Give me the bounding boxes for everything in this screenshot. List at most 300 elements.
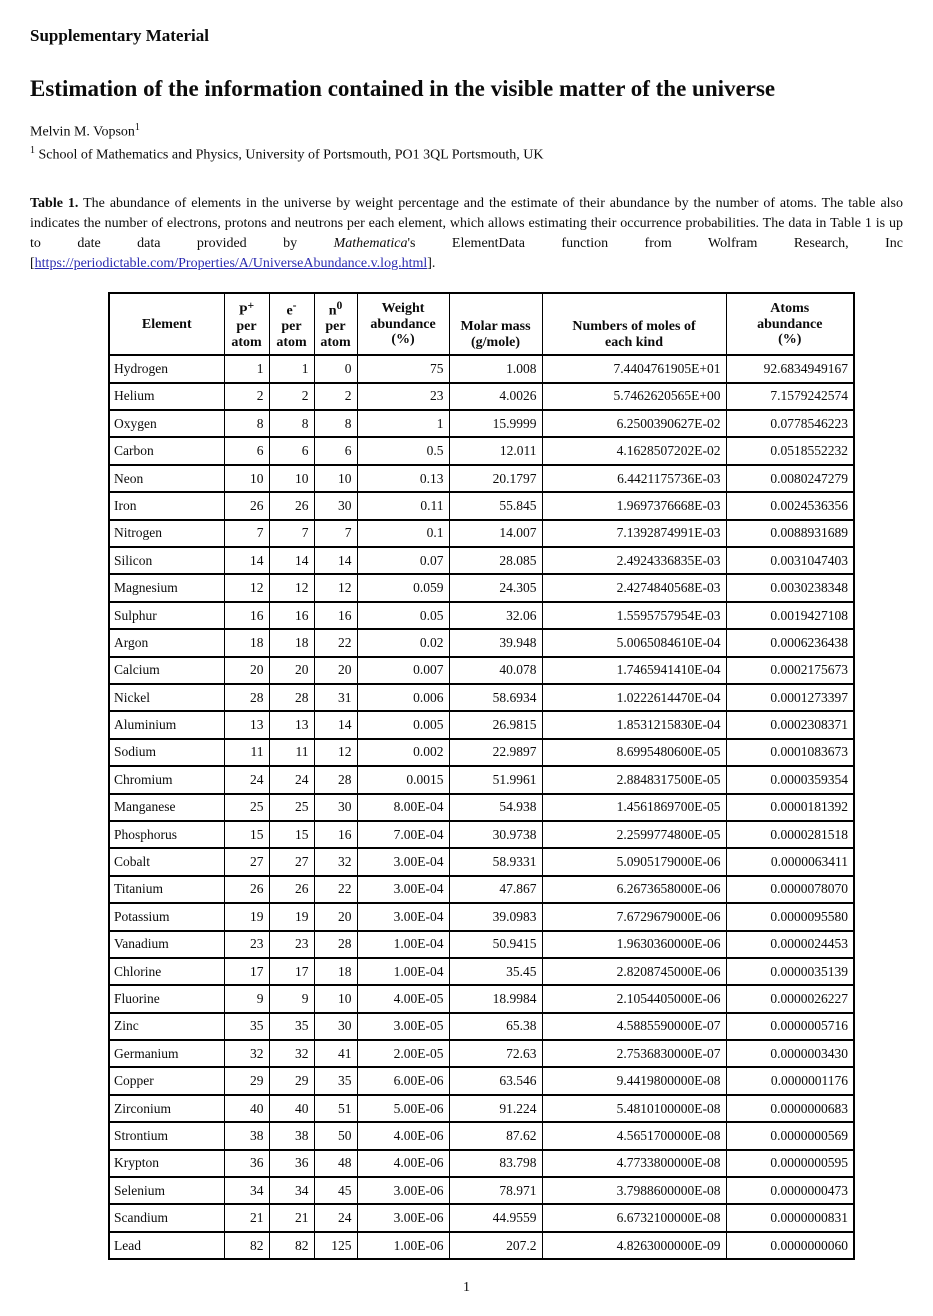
value-cell: 11 [269,739,314,766]
value-cell: 0.0001273397 [726,684,854,711]
caption-text-3: ]. [427,256,436,272]
value-cell: 12 [314,574,357,601]
value-cell: 17 [224,958,269,985]
value-cell: 30 [314,1013,357,1040]
value-cell: 0.0002308371 [726,711,854,738]
table-header-row [109,293,854,355]
element-name-cell: Chromium [109,766,224,793]
value-cell: 1.00E-04 [357,931,449,958]
value-cell: 27 [224,848,269,875]
value-cell: 20 [224,657,269,684]
element-name-cell: Neon [109,465,224,492]
value-cell: 0.006 [357,684,449,711]
element-name-cell: Iron [109,492,224,519]
table-row [109,903,854,930]
value-cell: 4.00E-06 [357,1122,449,1149]
value-cell: 82 [224,1232,269,1259]
value-cell: 0.0030238348 [726,574,854,601]
affiliation-superscript: 1 [30,144,35,156]
value-cell: 1.0222614470E-04 [542,684,726,711]
value-cell: 0.0000095580 [726,903,854,930]
value-cell: 0.0006236438 [726,629,854,656]
value-cell: 3.00E-05 [357,1013,449,1040]
value-cell: 36 [269,1150,314,1177]
element-name-cell: Manganese [109,794,224,821]
table-row [109,1150,854,1177]
value-cell: 32 [269,1040,314,1067]
value-cell: 7.1579242574 [726,383,854,410]
element-name-cell: Strontium [109,1122,224,1149]
value-cell: 0.0000000060 [726,1232,854,1259]
value-cell: 40.078 [449,657,542,684]
value-cell: 41 [314,1040,357,1067]
value-cell: 39.948 [449,629,542,656]
value-cell: 1.8531215830E-04 [542,711,726,738]
value-cell: 0.0778546223 [726,410,854,437]
value-cell: 24.305 [449,574,542,601]
value-cell: 9.4419800000E-08 [542,1067,726,1094]
value-cell: 6 [269,437,314,464]
value-cell: 8.6995480600E-05 [542,739,726,766]
value-cell: 0.0088931689 [726,520,854,547]
value-cell: 0.007 [357,657,449,684]
table-row [109,985,854,1012]
value-cell: 0.0000281518 [726,821,854,848]
element-name-cell: Nickel [109,684,224,711]
value-cell: 14.007 [449,520,542,547]
column-header-electrons-per-atom: e- per atom [269,293,314,355]
value-cell: 7 [314,520,357,547]
value-cell: 12 [269,574,314,601]
element-name-cell: Silicon [109,547,224,574]
table-row [109,355,854,382]
value-cell: 2.2599774800E-05 [542,821,726,848]
value-cell: 65.38 [449,1013,542,1040]
value-cell: 22 [314,876,357,903]
value-cell: 12.011 [449,437,542,464]
table-row [109,657,854,684]
element-name-cell: Lead [109,1232,224,1259]
value-cell: 0.005 [357,711,449,738]
value-cell: 0.0001083673 [726,739,854,766]
value-cell: 21 [269,1204,314,1231]
value-cell: 2.00E-05 [357,1040,449,1067]
value-cell: 23 [224,931,269,958]
value-cell: 26 [269,492,314,519]
value-cell: 29 [269,1067,314,1094]
value-cell: 28 [314,931,357,958]
value-cell: 32 [314,848,357,875]
table-row [109,437,854,464]
value-cell: 32.06 [449,602,542,629]
table-row [109,958,854,985]
table-row [109,410,854,437]
value-cell: 0.0000063411 [726,848,854,875]
value-cell: 50 [314,1122,357,1149]
value-cell: 6.4421175736E-03 [542,465,726,492]
value-cell: 2 [269,383,314,410]
value-cell: 0.0019427108 [726,602,854,629]
value-cell: 4.00E-06 [357,1150,449,1177]
value-cell: 4.7733800000E-08 [542,1150,726,1177]
value-cell: 0.1 [357,520,449,547]
element-name-cell: Copper [109,1067,224,1094]
value-cell: 4.5651700000E-08 [542,1122,726,1149]
element-name-cell: Phosphorus [109,821,224,848]
value-cell: 36 [224,1150,269,1177]
value-cell: 5.00E-06 [357,1095,449,1122]
value-cell: 21 [224,1204,269,1231]
value-cell: 2 [224,383,269,410]
table-row [109,821,854,848]
value-cell: 5.0065084610E-04 [542,629,726,656]
element-name-cell: Fluorine [109,985,224,1012]
value-cell: 23 [269,931,314,958]
element-name-cell: Germanium [109,1040,224,1067]
supplementary-material-heading: Supplementary Material [30,26,209,45]
value-cell: 15.9999 [449,410,542,437]
value-cell: 0.0002175673 [726,657,854,684]
table-row [109,1232,854,1259]
table-row [109,574,854,601]
value-cell: 87.62 [449,1122,542,1149]
value-cell: 0.0000001176 [726,1067,854,1094]
value-cell: 26.9815 [449,711,542,738]
value-cell: 3.00E-04 [357,848,449,875]
value-cell: 40 [269,1095,314,1122]
element-name-cell: Aluminium [109,711,224,738]
value-cell: 8 [269,410,314,437]
value-cell: 75 [357,355,449,382]
value-cell: 0 [314,355,357,382]
value-cell: 48 [314,1150,357,1177]
value-cell: 26 [224,492,269,519]
value-cell: 13 [224,711,269,738]
value-cell: 8.00E-04 [357,794,449,821]
value-cell: 2.8208745000E-06 [542,958,726,985]
value-cell: 8 [314,410,357,437]
value-cell: 29 [224,1067,269,1094]
value-cell: 35.45 [449,958,542,985]
page-number: 1 [463,1280,470,1296]
value-cell: 0.0015 [357,766,449,793]
value-cell: 18 [224,629,269,656]
value-cell: 47.867 [449,876,542,903]
value-cell: 1.7465941410E-04 [542,657,726,684]
value-cell: 1 [357,410,449,437]
value-cell: 22 [314,629,357,656]
value-cell: 0.5 [357,437,449,464]
page-title: Estimation of the information contained in the visible matter of the universe [30,76,776,101]
value-cell: 17 [269,958,314,985]
value-cell: 23 [357,383,449,410]
value-cell: 3.00E-06 [357,1204,449,1231]
element-name-cell: Nitrogen [109,520,224,547]
table-row [109,1122,854,1149]
value-cell: 5.7462620565E+00 [542,383,726,410]
value-cell: 83.798 [449,1150,542,1177]
value-cell: 1.00E-06 [357,1232,449,1259]
table-row [109,1095,854,1122]
value-cell: 2.1054405000E-06 [542,985,726,1012]
value-cell: 7.00E-04 [357,821,449,848]
value-cell: 82 [269,1232,314,1259]
value-cell: 9 [269,985,314,1012]
value-cell: 35 [269,1013,314,1040]
table-row [109,492,854,519]
table-row [109,1204,854,1231]
value-cell: 14 [314,547,357,574]
value-cell: 35 [224,1013,269,1040]
table-row [109,766,854,793]
value-cell: 0.0000026227 [726,985,854,1012]
value-cell: 0.0000024453 [726,931,854,958]
value-cell: 0.0000181392 [726,794,854,821]
element-name-cell: Potassium [109,903,224,930]
table-row [109,711,854,738]
value-cell: 0.0000003430 [726,1040,854,1067]
value-cell: 51.9961 [449,766,542,793]
value-cell: 45 [314,1177,357,1204]
value-cell: 6.2500390627E-02 [542,410,726,437]
value-cell: 2.4274840568E-03 [542,574,726,601]
value-cell: 28.085 [449,547,542,574]
value-cell: 0.0080247279 [726,465,854,492]
element-name-cell: Carbon [109,437,224,464]
value-cell: 3.00E-04 [357,903,449,930]
value-cell: 15 [269,821,314,848]
value-cell: 2.8848317500E-05 [542,766,726,793]
element-name-cell: Krypton [109,1150,224,1177]
value-cell: 5.0905179000E-06 [542,848,726,875]
value-cell: 28 [314,766,357,793]
value-cell: 0.0031047403 [726,547,854,574]
value-cell: 1.5595757954E-03 [542,602,726,629]
value-cell: 0.0518552232 [726,437,854,464]
element-name-cell: Oxygen [109,410,224,437]
value-cell: 16 [314,602,357,629]
value-cell: 0.0000035139 [726,958,854,985]
value-cell: 0.0000005716 [726,1013,854,1040]
element-name-cell: Zirconium [109,1095,224,1122]
value-cell: 26 [224,876,269,903]
value-cell: 63.546 [449,1067,542,1094]
caption-text-1: The abundance of elements in the universe by weight percentage and the estimate of their abundance by the number of atoms. The table also indicates the number of electrons, protons and neutrons per each element, which allows estimating their occurrence probabilities. The data in Table 1 is up to date data provided by [30,196,903,252]
value-cell: 3.7988600000E-08 [542,1177,726,1204]
value-cell: 4.5885590000E-07 [542,1013,726,1040]
table-row [109,794,854,821]
value-cell: 39.0983 [449,903,542,930]
value-cell: 18 [314,958,357,985]
value-cell: 30 [314,492,357,519]
value-cell: 7.4404761905E+01 [542,355,726,382]
column-header-atoms-abundance: Atoms abundance (%) [726,293,854,355]
value-cell: 10 [314,465,357,492]
value-cell: 35 [314,1067,357,1094]
table-caption [30,194,903,274]
element-name-cell: Chlorine [109,958,224,985]
table-row [109,684,854,711]
value-cell: 0.07 [357,547,449,574]
value-cell: 8 [224,410,269,437]
value-cell: 50.9415 [449,931,542,958]
value-cell: 7.6729679000E-06 [542,903,726,930]
element-name-cell: Vanadium [109,931,224,958]
value-cell: 28 [224,684,269,711]
value-cell: 22.9897 [449,739,542,766]
value-cell: 55.845 [449,492,542,519]
value-cell: 0.02 [357,629,449,656]
value-cell: 14 [269,547,314,574]
value-cell: 16 [314,821,357,848]
value-cell: 19 [224,903,269,930]
value-cell: 20 [269,657,314,684]
value-cell: 125 [314,1232,357,1259]
element-name-cell: Cobalt [109,848,224,875]
value-cell: 7 [269,520,314,547]
value-cell: 1.9630360000E-06 [542,931,726,958]
value-cell: 0.0000000595 [726,1150,854,1177]
value-cell: 91.224 [449,1095,542,1122]
value-cell: 6.2673658000E-06 [542,876,726,903]
value-cell: 51 [314,1095,357,1122]
column-header-protons-per-atom: P+ per atom [224,293,269,355]
affiliation-line [30,142,903,165]
value-cell: 1.008 [449,355,542,382]
value-cell: 1 [224,355,269,382]
table-row [109,1177,854,1204]
value-cell: 1.00E-04 [357,958,449,985]
element-name-cell: Titanium [109,876,224,903]
value-cell: 78.971 [449,1177,542,1204]
value-cell: 30 [314,794,357,821]
table-row [109,931,854,958]
value-cell: 18.9984 [449,985,542,1012]
value-cell: 12 [314,739,357,766]
value-cell: 72.63 [449,1040,542,1067]
value-cell: 0.0024536356 [726,492,854,519]
value-cell: 15 [224,821,269,848]
value-cell: 20.1797 [449,465,542,492]
value-cell: 2.7536830000E-07 [542,1040,726,1067]
element-name-cell: Hydrogen [109,355,224,382]
table-container [108,292,903,1260]
value-cell: 30.9738 [449,821,542,848]
value-cell: 0.0000359354 [726,766,854,793]
value-cell: 24 [224,766,269,793]
value-cell: 207.2 [449,1232,542,1259]
value-cell: 40 [224,1095,269,1122]
value-cell: 24 [269,766,314,793]
value-cell: 25 [224,794,269,821]
author-block [30,119,903,164]
value-cell: 25 [269,794,314,821]
value-cell: 6.6732100000E-08 [542,1204,726,1231]
value-cell: 0.0000000473 [726,1177,854,1204]
value-cell: 34 [269,1177,314,1204]
value-cell: 0.0000078070 [726,876,854,903]
column-header-neutrons-per-atom: $n^0$ per atom [314,293,357,355]
value-cell: 38 [224,1122,269,1149]
element-name-cell: Selenium [109,1177,224,1204]
author-name: Melvin M. Vopson [30,124,135,140]
value-cell: 13 [269,711,314,738]
value-cell: 4.1628507202E-02 [542,437,726,464]
value-cell: 58.9331 [449,848,542,875]
value-cell: 32 [224,1040,269,1067]
table-row [109,520,854,547]
value-cell: 0.13 [357,465,449,492]
value-cell: 0.059 [357,574,449,601]
table-row [109,547,854,574]
value-cell: 6 [314,437,357,464]
value-cell: 10 [224,465,269,492]
value-cell: 18 [269,629,314,656]
value-cell: 0.0000000831 [726,1204,854,1231]
table-row [109,465,854,492]
caption-italic-word: Mathematica [333,236,408,252]
table-row [109,383,854,410]
value-cell: 3.00E-04 [357,876,449,903]
element-name-cell: Sulphur [109,602,224,629]
value-cell: 20 [314,657,357,684]
element-name-cell: Magnesium [109,574,224,601]
reference-link[interactable]: https://periodictable.com/Properties/A/UniverseAbundance.v.log.html [34,256,428,272]
element-name-cell: Scandium [109,1204,224,1231]
value-cell: 1.4561869700E-05 [542,794,726,821]
element-name-cell: Zinc [109,1013,224,1040]
table-row [109,739,854,766]
author-superscript: 1 [134,122,140,133]
value-cell: 24 [314,1204,357,1231]
value-cell: 10 [269,465,314,492]
value-cell: 16 [224,602,269,629]
value-cell: 58.6934 [449,684,542,711]
value-cell: 12 [224,574,269,601]
caption-text-2: 's ElementData function from Wolfram Research, Inc [ [30,236,903,272]
value-cell: 34 [224,1177,269,1204]
element-name-cell: Argon [109,629,224,656]
value-cell: 0.0000000569 [726,1122,854,1149]
value-cell: 0.0000000683 [726,1095,854,1122]
value-cell: 14 [314,711,357,738]
table-row [109,602,854,629]
table-row [109,876,854,903]
column-header-molar-mass: Molar mass (g/mole) [449,293,542,355]
value-cell: 38 [269,1122,314,1149]
value-cell: 4.8263000000E-09 [542,1232,726,1259]
element-name-cell: Sodium [109,739,224,766]
value-cell: 14 [224,547,269,574]
value-cell: 28 [269,684,314,711]
value-cell: 0.05 [357,602,449,629]
value-cell: 7.1392874991E-03 [542,520,726,547]
value-cell: 6.00E-06 [357,1067,449,1094]
value-cell: 0.002 [357,739,449,766]
value-cell: 19 [269,903,314,930]
table-row [109,1040,854,1067]
value-cell: 92.6834949167 [726,355,854,382]
value-cell: 0.11 [357,492,449,519]
table-row [109,629,854,656]
value-cell: 4.00E-05 [357,985,449,1012]
author-line [30,119,903,142]
column-header-weight-abundance: Weight abundance (%) [357,293,449,355]
column-header-element: Element [109,293,224,355]
value-cell: 10 [314,985,357,1012]
abundance-table [108,292,855,1260]
value-cell: 1 [269,355,314,382]
